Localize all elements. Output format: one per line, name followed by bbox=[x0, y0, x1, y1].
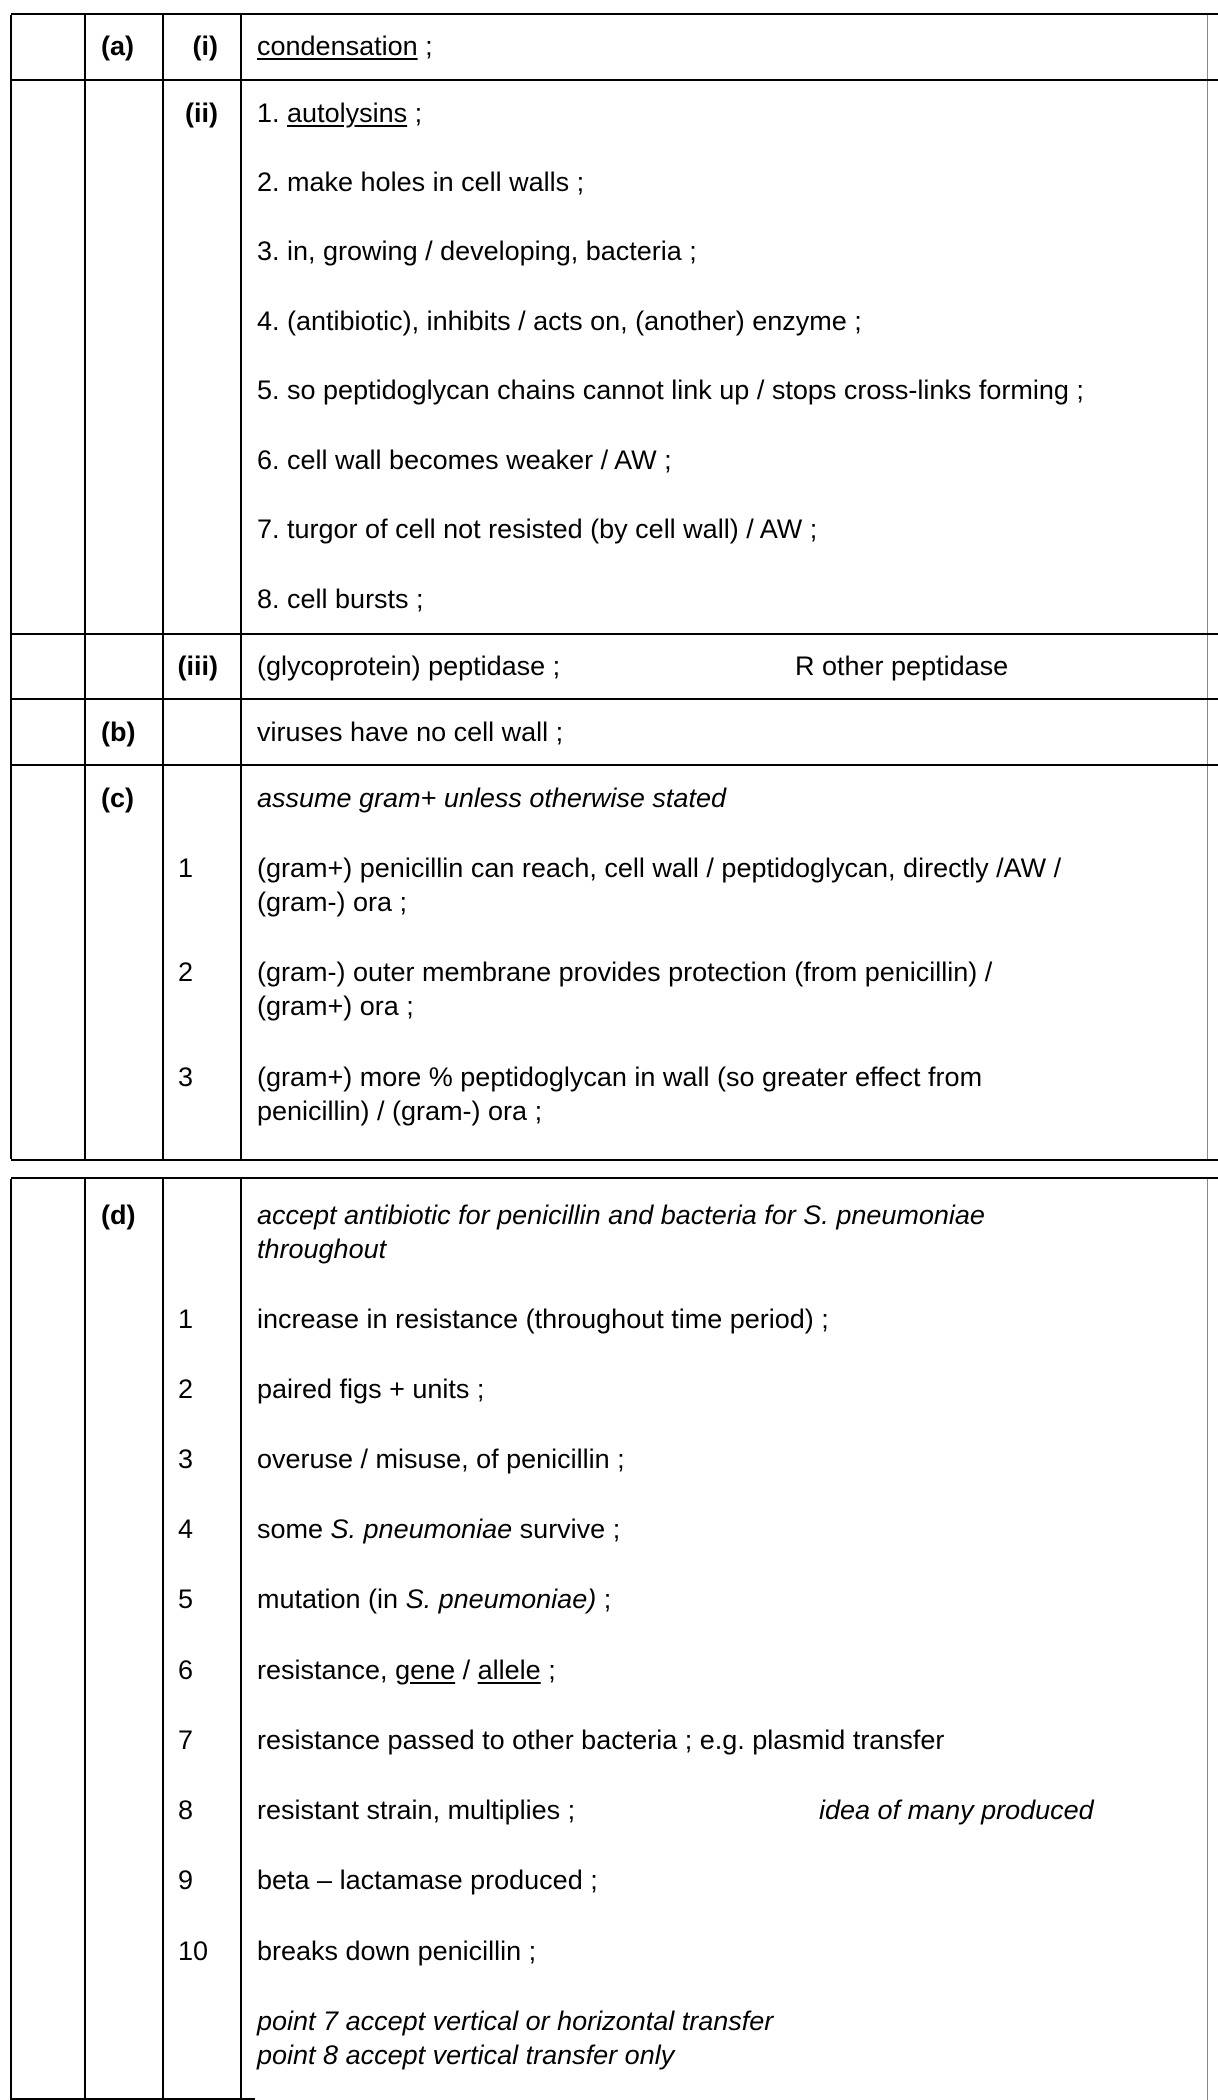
answer-c-point-1-line-2: (gram-) ora ; bbox=[257, 887, 408, 917]
column-border bbox=[240, 1179, 242, 2100]
point-number: 1 bbox=[178, 853, 194, 883]
column-border bbox=[1207, 1179, 1208, 2100]
answer-d-point-5 bbox=[257, 1582, 611, 1617]
answer-a-ii-point-7: 7. turgor of cell not resisted (by cell wall) / AW ; bbox=[257, 514, 818, 544]
answer-a-ii-point-5: 5. so peptidoglycan chains cannot link up / stops cross-links forming ; bbox=[257, 375, 1084, 405]
row-divider bbox=[11, 633, 1218, 635]
point-number: 3 bbox=[178, 1062, 194, 1092]
answer-c-point-2-line-2: (gram+) ora ; bbox=[257, 991, 414, 1021]
point-number: 8 bbox=[178, 1795, 194, 1825]
column-border bbox=[162, 1179, 164, 2100]
point-number: 4 bbox=[178, 1514, 194, 1544]
answer-d-point-7: resistance passed to other bacteria ; e.g. plasmid transfer bbox=[257, 1725, 945, 1755]
part-d-intro-line-2: throughout bbox=[257, 1234, 387, 1264]
column-border bbox=[240, 15, 242, 1159]
answer-a-ii-point-6: 6. cell wall becomes weaker / AW ; bbox=[257, 445, 672, 475]
mark-scheme-table-1 bbox=[11, 13, 1218, 1161]
answer-a-ii-point-3: 3. in, growing / developing, bacteria ; bbox=[257, 236, 697, 266]
part-a-label: (a) bbox=[101, 31, 134, 61]
answer-a-iii-note: R other peptidase bbox=[795, 651, 1009, 681]
answer-d-point-3: overuse / misuse, of penicillin ; bbox=[257, 1444, 625, 1474]
answer-d-point-6 bbox=[257, 1653, 556, 1688]
underlined-keyword: gene bbox=[395, 1655, 456, 1685]
answer-a-ii-point-2: 2. make holes in cell walls ; bbox=[257, 167, 585, 197]
answer-d-point-8-note: idea of many produced bbox=[819, 1795, 1094, 1825]
column-border bbox=[162, 15, 164, 1159]
column-border bbox=[84, 1179, 86, 2100]
point-number: 2 bbox=[178, 1374, 194, 1404]
underlined-keyword: condensation bbox=[257, 31, 418, 61]
answer-c-point-3-line-2: penicillin) / (gram-) ora ; bbox=[257, 1096, 543, 1126]
column-border bbox=[1207, 15, 1208, 1159]
species-name: S. pneumoniae bbox=[330, 1514, 513, 1544]
sub-ii-label: (ii) bbox=[185, 98, 218, 128]
column-border bbox=[10, 1179, 12, 2100]
point-number: 1 bbox=[178, 1304, 194, 1334]
part-d-intro-line-1: accept antibiotic for penicillin and bacteria for S. pneumoniae bbox=[257, 1200, 985, 1230]
answer-a-ii-point-4: 4. (antibiotic), inhibits / acts on, (another) enzyme ; bbox=[257, 306, 862, 336]
part-b-label: (b) bbox=[101, 717, 136, 747]
column-border bbox=[10, 15, 12, 1159]
answer-d-point-1: increase in resistance (throughout time period) ; bbox=[257, 1304, 829, 1334]
part-d-label: (d) bbox=[101, 1200, 136, 1230]
row-divider bbox=[11, 698, 1218, 700]
answer-suffix: ; bbox=[417, 31, 433, 61]
species-name: S. pneumoniae) bbox=[405, 1584, 597, 1614]
answer-suffix: ; bbox=[407, 98, 423, 128]
answer-a-ii-point-1 bbox=[257, 96, 422, 131]
point-number: 6 bbox=[178, 1655, 194, 1685]
part-d-footnote-1: point 7 accept vertical or horizontal transfer bbox=[257, 2006, 774, 2036]
column-border bbox=[84, 15, 86, 1159]
answer-b: viruses have no cell wall ; bbox=[257, 717, 564, 747]
answer-d-point-4 bbox=[257, 1512, 620, 1547]
point-number: 10 bbox=[178, 1936, 209, 1966]
answer-d-point-10: breaks down penicillin ; bbox=[257, 1936, 537, 1966]
underlined-keyword: autolysins bbox=[287, 98, 408, 128]
answer-d-point-8: resistant strain, multiplies ; bbox=[257, 1795, 576, 1825]
text-fragment: mutation (in bbox=[257, 1584, 406, 1614]
point-number: 3 bbox=[178, 1444, 194, 1474]
part-c-label: (c) bbox=[101, 783, 134, 813]
mark-scheme-table-2 bbox=[11, 1177, 1218, 2100]
answer-c-point-2-line-1: (gram-) outer membrane provides protection (from penicillin) / bbox=[257, 957, 993, 987]
point-number: 2 bbox=[178, 957, 194, 987]
text-fragment: resistance, bbox=[257, 1655, 396, 1685]
point-number: 5 bbox=[178, 1584, 194, 1614]
text-fragment: / bbox=[455, 1655, 478, 1685]
text-fragment: some bbox=[257, 1514, 331, 1544]
part-c-intro: assume gram+ unless otherwise stated bbox=[257, 783, 726, 813]
text-fragment: ; bbox=[540, 1655, 556, 1685]
text-fragment: survive ; bbox=[512, 1514, 621, 1544]
point-number: 9 bbox=[178, 1865, 194, 1895]
point-prefix: 1. bbox=[257, 98, 288, 128]
answer-c-point-1-line-1: (gram+) penicillin can reach, cell wall / peptidoglycan, directly /AW / bbox=[257, 853, 1062, 883]
underlined-keyword: allele bbox=[477, 1655, 541, 1685]
sub-iii-label: (iii) bbox=[177, 651, 218, 681]
sub-i-label: (i) bbox=[192, 31, 218, 61]
part-d-footnote-2: point 8 accept vertical transfer only bbox=[257, 2040, 675, 2070]
answer-a-iii: (glycoprotein) peptidase ; bbox=[257, 651, 561, 681]
answer-a-ii-point-8: 8. cell bursts ; bbox=[257, 584, 424, 614]
row-divider bbox=[11, 79, 1218, 81]
answer-d-point-9: beta – lactamase produced ; bbox=[257, 1865, 598, 1895]
point-number: 7 bbox=[178, 1725, 194, 1755]
row-divider bbox=[11, 764, 1218, 766]
answer-a-i bbox=[257, 29, 433, 64]
answer-d-point-2: paired figs + units ; bbox=[257, 1374, 485, 1404]
answer-c-point-3-line-1: (gram+) more % peptidoglycan in wall (so greater effect from bbox=[257, 1062, 983, 1092]
text-fragment: ; bbox=[596, 1584, 612, 1614]
